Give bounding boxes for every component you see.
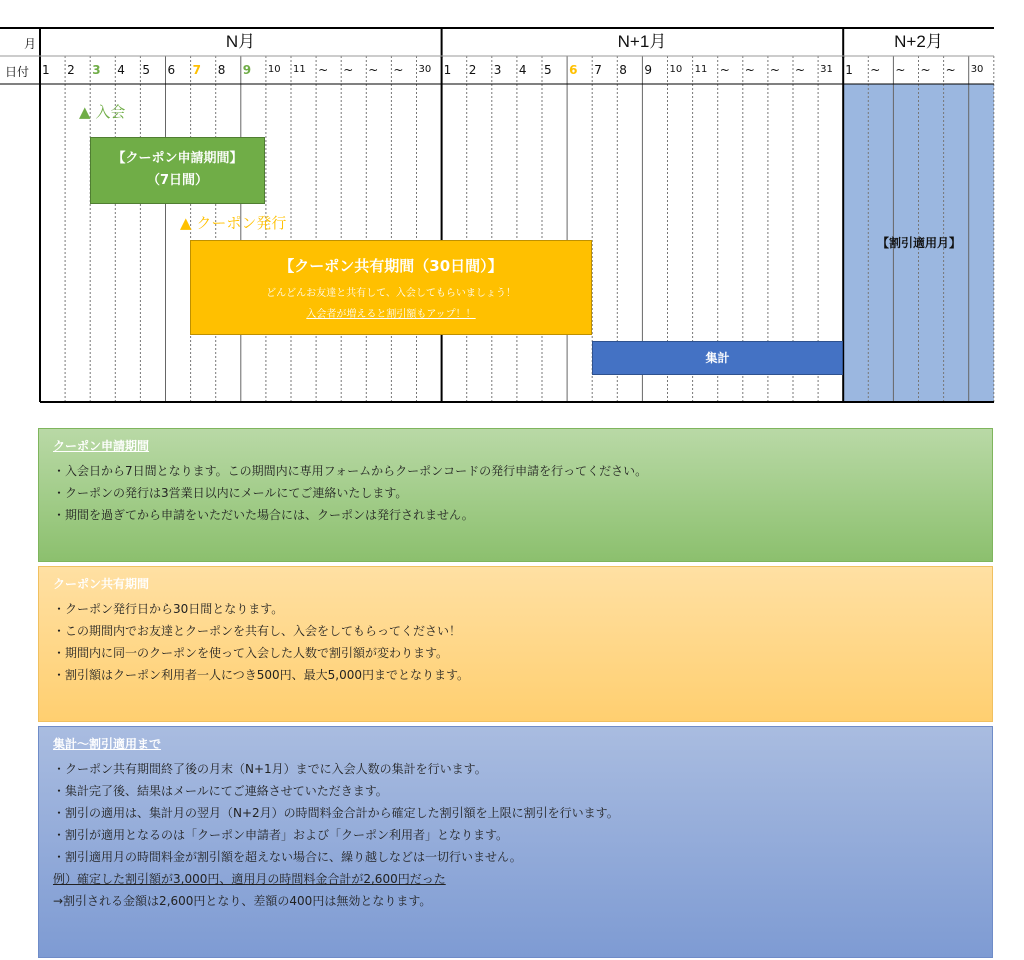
day-label: 30 bbox=[418, 64, 432, 75]
join-marker-label: 入会 bbox=[95, 103, 126, 121]
day-label: 10 bbox=[267, 64, 281, 75]
day-label: 10 bbox=[669, 64, 683, 75]
panel-line: →割引される金額は2,600円となり、差額の400円は無効となります。 bbox=[53, 894, 432, 908]
sharing-bar-subtitle: どんどんお友達と共有して、入会してもらいましょう！ bbox=[266, 288, 516, 299]
coupon-sharing-panel bbox=[38, 566, 993, 722]
sharing-bar-subtitle-2: 入会者が増えると割引額もアップ！！ bbox=[306, 309, 476, 320]
coupon-application-panel bbox=[38, 428, 993, 562]
day-label: ~ bbox=[318, 63, 329, 77]
day-label: ~ bbox=[795, 63, 806, 77]
sharing-bar-title: 【クーポン共有期間（30日間）】 bbox=[279, 257, 503, 275]
day-label: ~ bbox=[393, 63, 404, 77]
panel-line: ・割引額はクーポン利用者一人につき500円、最大5,000円までとなります。 bbox=[53, 668, 470, 682]
panel-title: クーポン申請期間 bbox=[53, 439, 150, 453]
day-label: ~ bbox=[769, 63, 780, 77]
day-label: 30 bbox=[970, 64, 984, 75]
day-label: 5 bbox=[544, 63, 552, 77]
day-label: 1 bbox=[845, 63, 853, 77]
month-label-n-plus-1: N+1月 bbox=[617, 32, 667, 51]
day-label: 9 bbox=[644, 63, 653, 77]
day-label: 7 bbox=[594, 63, 602, 77]
month-row-label: 月 bbox=[24, 37, 37, 51]
day-label: 6 bbox=[167, 63, 176, 77]
day-label: 8 bbox=[619, 63, 627, 77]
day-label: 31 bbox=[820, 64, 833, 75]
panel-line: ・期間内に同一のクーポンを使って入会した人数で割引額が変わります。 bbox=[53, 646, 449, 660]
panel-line: ・割引適用月の時間料金が割引額を超えない場合に、繰り越しなどは一切行いません。 bbox=[53, 850, 522, 864]
panel-line: ・クーポン共有期間終了後の月末（N+1月）までに入会人数の集計を行います。 bbox=[53, 762, 487, 776]
coupon-issue-marker bbox=[180, 212, 286, 233]
panel-line: ・この期間内でお友達とクーポンを共有し、入会をしてもらってください！ bbox=[53, 624, 462, 638]
gantt-timeline bbox=[0, 0, 1024, 410]
join-marker bbox=[79, 101, 125, 122]
day-label: 3 bbox=[92, 63, 101, 77]
day-label: ~ bbox=[920, 63, 931, 77]
application-bar-title: 【クーポン申請期間】 bbox=[112, 151, 243, 166]
panel-line: ・期間を過ぎてから申請をいただいた場合には、クーポンは発行されません。 bbox=[53, 508, 474, 522]
day-label: ~ bbox=[343, 63, 354, 77]
coupon-sharing-period-bar bbox=[190, 240, 592, 335]
tally-bar: 集計 bbox=[592, 341, 843, 375]
coupon-issue-marker-label: クーポン発行 bbox=[196, 214, 287, 232]
day-label: 4 bbox=[518, 63, 527, 77]
day-label: 11 bbox=[293, 64, 306, 75]
day-label: 2 bbox=[67, 63, 75, 77]
month-label-n: N月 bbox=[225, 32, 256, 51]
discount-month-label: 【割引適用月】 bbox=[876, 236, 961, 250]
day-label: 11 bbox=[694, 64, 708, 75]
day-label: ~ bbox=[744, 63, 755, 77]
tally-discount-panel bbox=[38, 726, 993, 958]
triangle-up-icon: ▲ bbox=[79, 103, 91, 121]
day-label: 2 bbox=[468, 63, 477, 77]
day-label: 9 bbox=[242, 63, 252, 77]
day-label: ~ bbox=[945, 63, 956, 77]
panel-line: ・割引が適用となるのは「クーポン申請者」および「クーポン利用者」となります。 bbox=[53, 828, 509, 842]
coupon-application-period-bar bbox=[90, 137, 265, 204]
day-label: 4 bbox=[117, 63, 125, 77]
panel-line: ・割引の適用は、集計月の翌月（N+2月）の時間料金合計から確定した割引額を上限に割引を行います。 bbox=[53, 806, 619, 820]
triangle-up-icon: ▲ bbox=[180, 214, 192, 232]
application-bar-days: （7日間） bbox=[146, 173, 209, 188]
day-row-label: 日付 bbox=[5, 65, 30, 79]
day-label: ~ bbox=[719, 63, 730, 77]
day-label: 5 bbox=[142, 63, 151, 77]
day-label: ~ bbox=[895, 63, 906, 77]
month-label-n-plus-2: N+2月 bbox=[894, 32, 943, 51]
panel-title: 集計～割引適用まで bbox=[53, 737, 162, 751]
panel-title: クーポン共有期間 bbox=[53, 577, 150, 591]
panel-example-line: 例）確定した割引額が3,000円、適用月の時間料金合計が2,600円だった bbox=[53, 872, 446, 886]
day-label: ~ bbox=[368, 63, 379, 77]
day-label: 8 bbox=[217, 63, 226, 77]
day-label: 7 bbox=[192, 63, 201, 77]
day-label: 3 bbox=[493, 63, 502, 77]
day-label: ~ bbox=[870, 63, 881, 77]
panel-line: ・クーポン発行日から30日間となります。 bbox=[53, 602, 284, 616]
panel-line: ・クーポンの発行は3営業日以内にメールにてご連絡いたします。 bbox=[53, 486, 408, 500]
day-label: 1 bbox=[42, 63, 50, 77]
day-label: 1 bbox=[443, 63, 452, 77]
panel-line: ・集計完了後、結果はメールにてご連絡させていただきます。 bbox=[53, 784, 388, 798]
day-label: 6 bbox=[569, 63, 578, 77]
panel-line: ・入会日から7日間となります。この期間内に専用フォームからクーポンコードの発行申請を行ってください。 bbox=[53, 464, 648, 478]
